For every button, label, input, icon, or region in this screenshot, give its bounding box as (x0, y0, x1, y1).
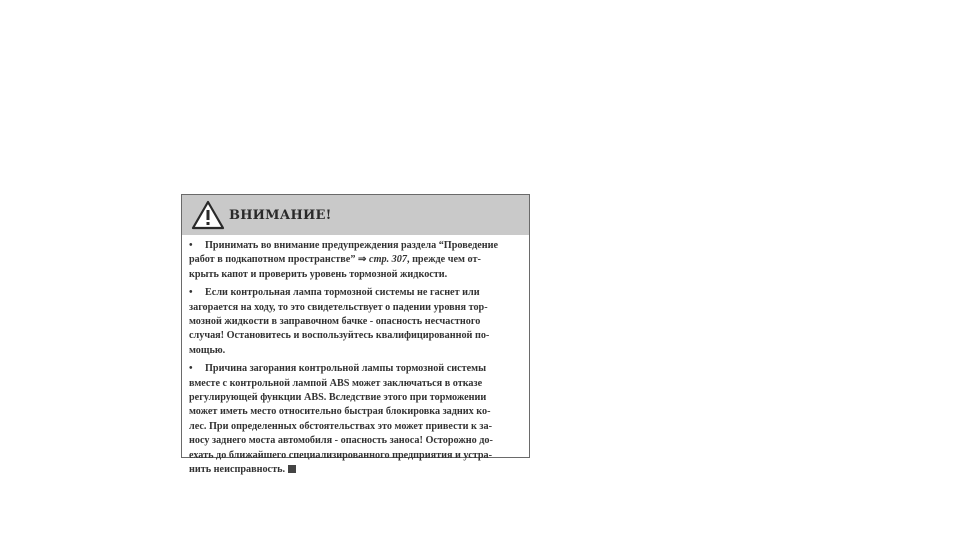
text-line: вместе с контрольной лампой ABS может заключаться в отказе (189, 377, 483, 389)
warning-header (182, 195, 529, 235)
warning-paragraph-2 (189, 286, 520, 358)
text-line: случая! Остановитесь и воспользуйтесь квалифицированной по- (189, 330, 490, 342)
text-line: может иметь место относительно быстрая блокировка задних ко- (189, 406, 491, 418)
bullet: • (189, 287, 193, 299)
text-line: работ в подкапотном пространстве” ⇒ стр. 307, прежде чем от- (189, 254, 481, 266)
warning-box (181, 194, 530, 476)
text-line: • Если контрольная лампа тормозной системы не гаснет или (189, 286, 520, 300)
text-line: • Принимать во внимание предупреждения раздела “Проведение (189, 239, 520, 253)
bullet: • (189, 240, 193, 251)
text-line: регулирующей функции ABS. Вследствие этого при торможении (189, 392, 487, 404)
text-line: • Причина загорания контрольной лампы тормозной системы (189, 362, 520, 376)
bullet: • (189, 363, 193, 375)
text-line: крыть капот и проверить уровень тормозной жидкости. (189, 268, 448, 280)
page-reference-link[interactable]: стр. 307 (369, 254, 407, 266)
text-line: ехать до ближайшего специализированного предприятия и устра- (189, 449, 493, 461)
end-of-section-square-icon (288, 465, 296, 473)
warning-triangle-icon (191, 200, 225, 230)
warning-paragraph-1 (189, 239, 520, 282)
warning-body (182, 235, 529, 478)
text-line: лес. При определенных обстоятельствах это может привести к за- (189, 420, 493, 432)
warning-paragraph-3 (189, 362, 520, 477)
text-line: мозной жидкости в заправочном бачке - опасность несчастного (189, 316, 481, 328)
text-line: мощью. (189, 344, 226, 356)
text-line: нить неисправность. (189, 463, 520, 477)
warning-title: ВНИМАНИЕ! (229, 207, 332, 223)
text-line: носу заднего моста автомобиля - опасность заноса! Осторожно до- (189, 435, 493, 447)
text-line: загорается на ходу, то это свидетельствует о падении уровня тор- (189, 301, 488, 313)
